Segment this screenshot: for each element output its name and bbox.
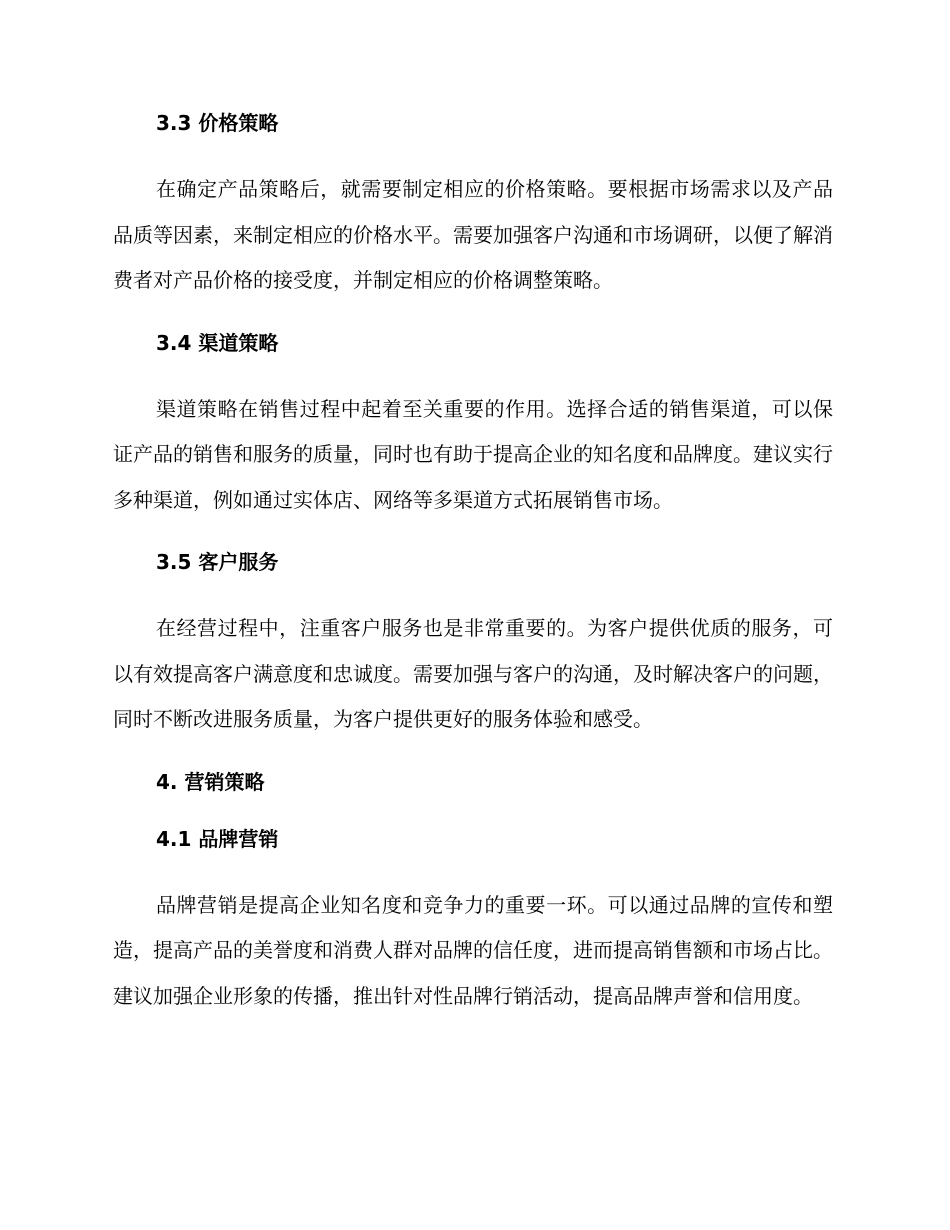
section-body-3-5: 在经营过程中，注重客户服务也是非常重要的。为客户提供优质的服务，可以有效提高客户满意度和忠诚度。需要加强与客户的沟通，及时解决客户的问题，同时不断改进服务质量，为客户提供更好的服务体验和感受。 (113, 616, 833, 731)
section-heading-3-3: 3.3 价格策略 (156, 111, 279, 135)
document-page (113, 108, 833, 1019)
section-heading-4: 4. 营销策略 (156, 769, 265, 794)
section-heading-3-5: 3.5 客户服务 (156, 550, 279, 574)
section-body-4-1: 品牌营销是提高企业知名度和竞争力的重要一环。可以通过品牌的宣传和塑造，提高产品的美誉度和消费人群对品牌的信任度，进而提高销售额和市场占比。建议加强企业形象的传播，推出针对性品牌行销活动，提高品牌声誉和信用度。 (113, 892, 833, 1008)
section-body-3-4: 渠道策略在销售过程中起着至关重要的作用。选择合适的销售渠道，可以保证产品的销售和服务的质量，同时也有助于提高企业的知名度和品牌度。建议实行多种渠道，例如通过实体店、网络等多渠道方式拓展销售市场。 (113, 396, 833, 512)
section-heading-3-4: 3.4 渠道策略 (156, 330, 279, 355)
section-heading-4-1: 4.1 品牌营销 (156, 826, 279, 851)
section-body-3-3: 在确定产品策略后，就需要制定相应的价格策略。要根据市场需求以及产品品质等因素，来制定相应的价格水平。需要加强客户沟通和市场调研，以便了解消费者对产品价格的接受度，并制定相应的价格调整策略。 (113, 177, 833, 292)
